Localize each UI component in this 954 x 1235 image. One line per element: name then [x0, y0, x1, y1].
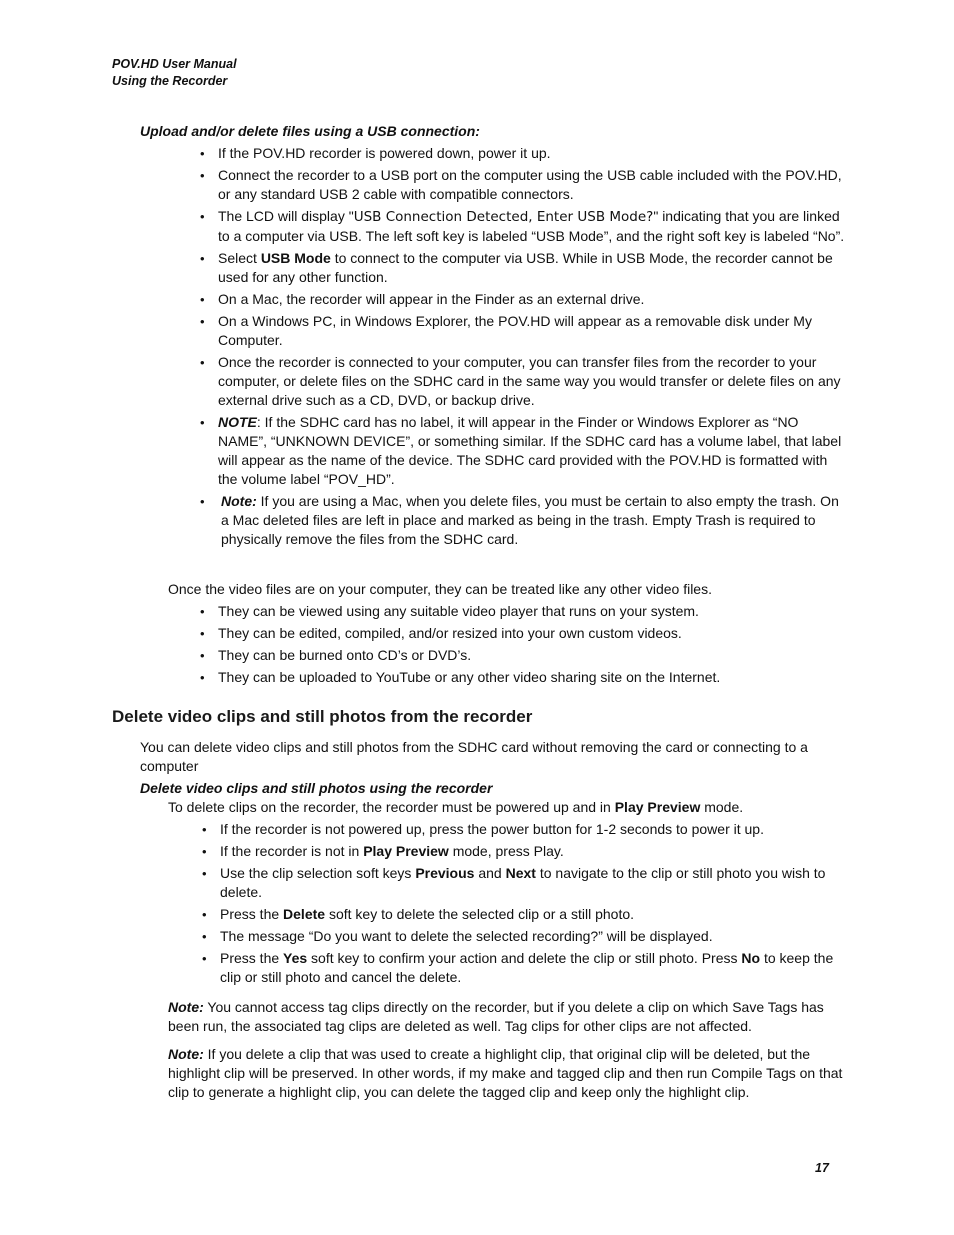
- list-item: • On a Windows PC, in Windows Explorer, the POV.HD will appear as a removable disk under My Computer.: [197, 312, 845, 350]
- delete-section-intro: You can delete video clips and still photos from the SDHC card without removing the card or connecting to a computer: [140, 739, 808, 774]
- list-item: • If the recorder is not in Play Preview mode, press Play.: [199, 842, 845, 861]
- list-item: • Once the recorder is connected to your computer, you can transfer files from the recorder to your computer, or delete files on the SDHC card in the same way you would transfer or delete files on any external drive such as a CD, DVD, or backup drive.: [197, 353, 845, 410]
- delete-steps-list: [199, 820, 845, 990]
- video-files-list: [197, 602, 845, 690]
- delete-subheading: Delete video clips and still photos using the recorder: [140, 780, 493, 796]
- list-item: • If the recorder is not powered up, press the power button for 1-2 seconds to power it up.: [199, 820, 845, 839]
- lcd-message: USB Connection Detected, Enter USB Mode?: [353, 209, 654, 225]
- header-manual-title: POV.HD User Manual: [112, 57, 237, 71]
- list-item: • Note: If you are using a Mac, when you delete files, you must be certain to also empty the trash. On a Mac deleted files are left in place and marked as being in the trash. Empty Trash is required to physically remove the files from the SDHC card.: [197, 492, 845, 549]
- video-files-intro: Once the video files are on your computer, they can be treated like any other video files.: [168, 581, 712, 597]
- delete-lead: To delete clips on the recorder, the recorder must be powered up and in Play Preview mode.: [168, 799, 744, 815]
- list-item: • If the POV.HD recorder is powered down, power it up.: [197, 144, 845, 163]
- delete-section-title: Delete video clips and still photos from the recorder: [112, 707, 533, 726]
- list-item: • Connect the recorder to a USB port on the computer using the USB cable included with the POV.HD, or any standard USB 2 cable with compatible connectors.: [197, 166, 845, 204]
- list-item: • They can be uploaded to YouTube or any other video sharing site on the Internet.: [197, 668, 845, 687]
- page-number: 17: [815, 1161, 829, 1175]
- list-item: • The LCD will display "USB Connection Detected, Enter USB Mode?" indicating that you are linked to a computer via USB. The left soft key is labeled “USB Mode”, and the right soft key is labeled “No”.: [197, 207, 845, 246]
- header-section-title: Using the Recorder: [112, 74, 228, 88]
- list-item: • Press the Yes soft key to confirm your action and delete the clip or still photo. Press No to keep the clip or still photo and cancel the delete.: [199, 949, 845, 987]
- list-item: • Press the Delete soft key to delete the selected clip or a still photo.: [199, 905, 845, 924]
- list-item: • Use the clip selection soft keys Previous and Next to navigate to the clip or still photo you wish to delete.: [199, 864, 845, 902]
- usb-steps-list: [197, 144, 845, 552]
- note-highlight-clips: Note: If you delete a clip that was used to create a highlight clip, that original clip will be deleted, but the highlight clip will be preserved. In other words, if my make and tagged clip and then run Compile Tags on that clip to generate a highlight clip, you can delete the tagged clip and keep only the highlight clip.: [168, 1046, 843, 1100]
- list-item: • Select USB Mode to connect to the computer via USB. While in USB Mode, the recorder cannot be used for any other function.: [197, 249, 845, 287]
- list-item: • On a Mac, the recorder will appear in the Finder as an external drive.: [197, 290, 845, 309]
- list-item: • The message “Do you want to delete the selected recording?” will be displayed.: [199, 927, 845, 946]
- list-item: • They can be burned onto CD’s or DVD’s.: [197, 646, 845, 665]
- list-item: • They can be viewed using any suitable video player that runs on your system.: [197, 602, 845, 621]
- note-tag-clips: Note: You cannot access tag clips directly on the recorder, but if you delete a clip on which Save Tags has been run, the associated tag clips are deleted as well. Tag clips for other clips are not affected.: [168, 999, 824, 1034]
- usb-section-heading: Upload and/or delete files using a USB connection:: [140, 123, 480, 139]
- list-item: • NOTE: If the SDHC card has no label, it will appear in the Finder or Windows Explorer as “NO NAME”, “UNKNOWN DEVICE”, or something similar. If the SDHC card has a volume label, that label will appear as the name of the device. The SDHC card provided with the POV.HD is formatted with the volume label “POV_HD”.: [197, 413, 845, 489]
- list-item: • They can be edited, compiled, and/or resized into your own custom videos.: [197, 624, 845, 643]
